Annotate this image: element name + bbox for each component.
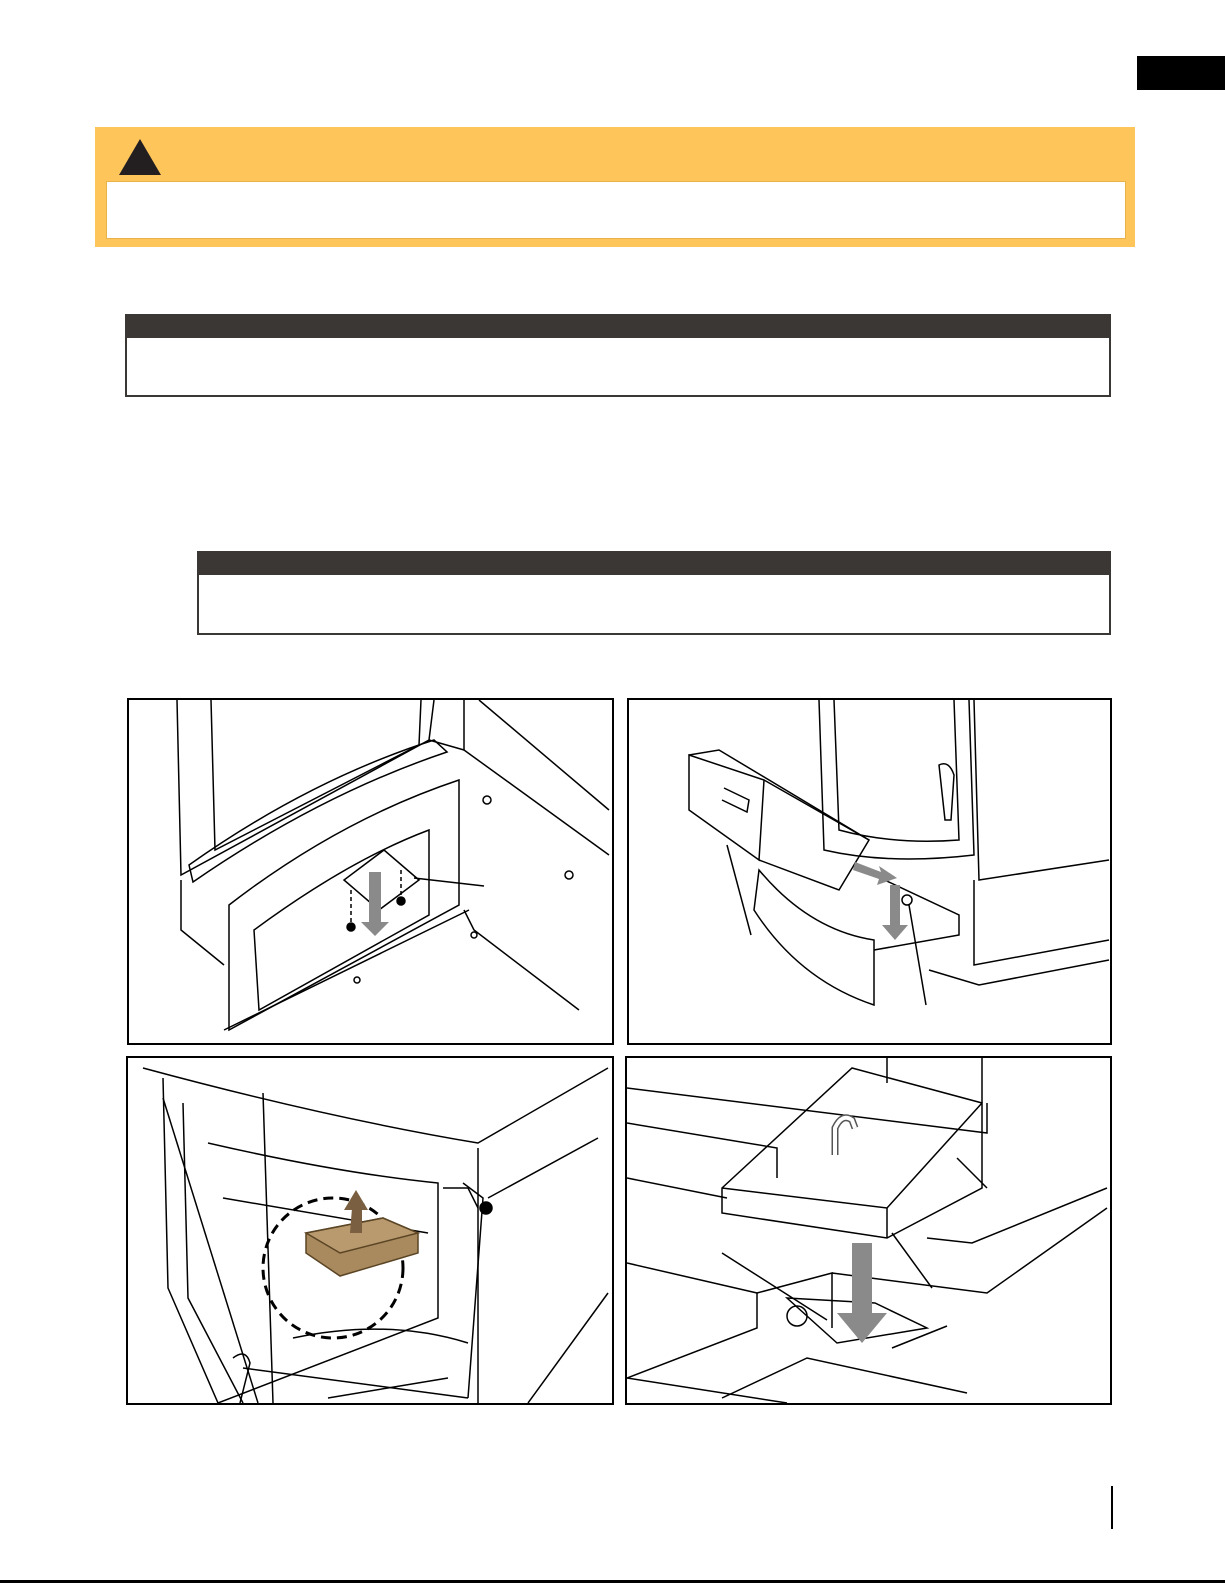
arrow-icon <box>853 862 897 885</box>
arrow-icon <box>837 1243 887 1343</box>
figure-firebox-brick <box>126 1056 614 1405</box>
figure-stove-interior <box>127 698 614 1045</box>
footer-rule <box>0 1580 1225 1583</box>
arrow-icon <box>882 885 908 940</box>
note-box <box>125 314 1111 397</box>
warning-text-area <box>106 181 1126 239</box>
note-header-bar <box>127 316 1109 338</box>
page-number-divider <box>1111 1486 1113 1529</box>
figure-ash-drawer <box>627 698 1112 1045</box>
warning-box <box>95 127 1135 247</box>
note-box-indented <box>197 551 1111 635</box>
note-header-bar <box>199 553 1109 575</box>
arrow-icon <box>361 872 389 936</box>
warning-triangle-icon <box>117 137 163 177</box>
figure-ash-pan-opening <box>625 1056 1112 1405</box>
section-tab <box>1137 56 1225 90</box>
